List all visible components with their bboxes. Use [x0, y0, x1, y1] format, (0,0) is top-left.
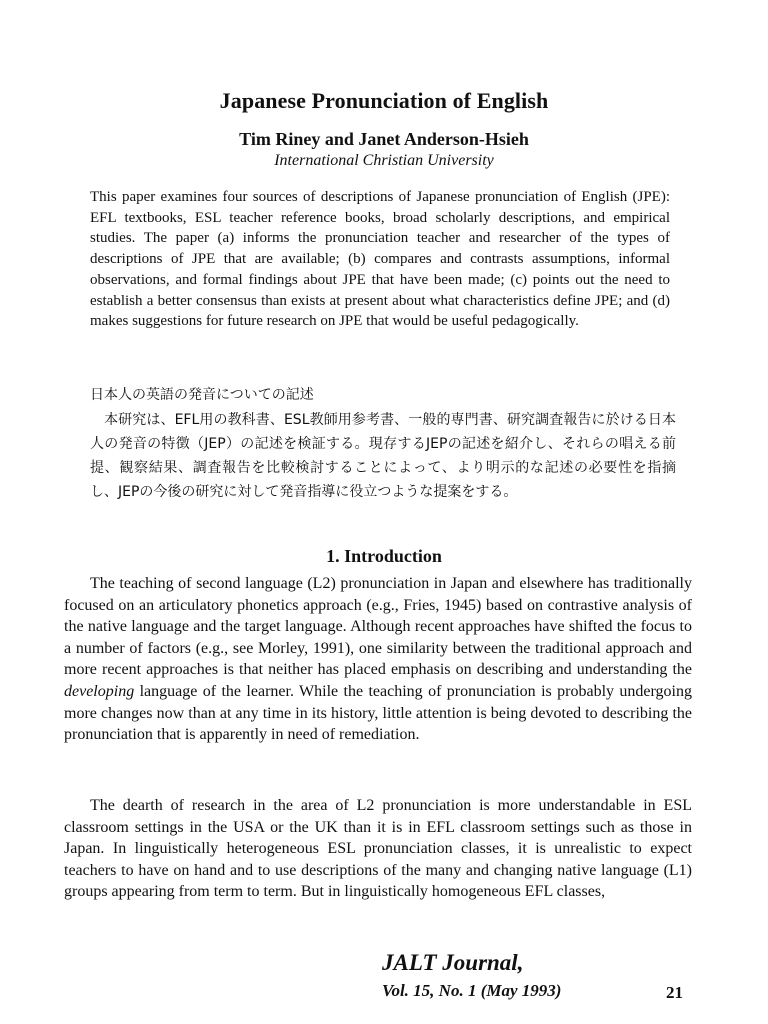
- english-abstract: This paper examines four sources of descriptions of Japanese pronunciation of English (JPE): EFL textbooks, ESL teacher reference books, broad scholarly descriptions, and empirical studies. The paper (a) informs the pronunciation teacher and researcher of the types of descriptions of JPE that are available; (b) compares and contrasts assumptions, informal observations, and formal findings about JPE that have been made; (c) points out the need to establish a better consensus than exists at present about what characteristics define JPE; and (d) makes suggestions for future research on JPE that would be useful pedagogically.: [90, 189, 670, 330]
- paragraph-1-text-end: language of the learner. While the teaching of pronunciation is probably undergoing more changes now than at any time in its history, little attention is being devoted to describing the pronunciation that is apparently in need of remediation.: [64, 682, 693, 744]
- japanese-abstract-title: 日本人の英語の発音についての記述: [90, 387, 314, 403]
- japanese-abstract-text: [90, 408, 676, 504]
- paragraph-1-text-start: The teaching of second language (L2) pronunciation in Japan and elsewhere has traditionally focused on an articulatory phonetics approach (e.g., Fries, 1945) based on contrastive analysis of the native language and the target language. Although recent approaches have shifted the focus to a number of factors (e.g., see Morley, 1991), one similarity between the traditional approach and more recent approaches is that neither has placed emphasis on describing and understanding the: [64, 575, 692, 679]
- introduction-paragraph-1: [64, 573, 692, 746]
- author-affiliation: International Christian University: [274, 152, 494, 169]
- page-number: 21: [666, 983, 683, 1002]
- section-heading-introduction: 1. Introduction: [326, 546, 442, 566]
- paragraph-1-italic-term: developing: [64, 682, 135, 700]
- introduction-paragraph-2: The dearth of research in the area of L2 pronunciation is more understandable in ESL classroom settings in the USA or the UK than it is in EFL classroom settings such as those in Japan. In linguistically heterogeneous ESL pronunciation classes, it is unrealistic to expect teachers to have on hand and to use descriptions of the many and changing native language (L1) groups appearing from term to term. But in linguistically homogeneous EFL classes,: [64, 797, 692, 901]
- article-authors: Tim Riney and Janet Anderson-Hsieh: [239, 129, 529, 149]
- japanese-abstract-body: 本研究は、EFL用の教科書、ESL教師用参考書、一般的専門書、研究調査報告に於ける日本人の発音の特徴（JEP）の記述を検証する。現存するJEPの記述を紹介し、それらの唱える前提、観察結果、調査報告を比較検討することによって、より明示的な記述の必要性を指摘し、JEPの今後の研究に対して発音指導に役立つような提案をする。: [90, 412, 677, 500]
- journal-volume: Vol. 15, No. 1 (May 1993): [382, 981, 562, 1000]
- article-title: Japanese Pronunciation of English: [219, 88, 549, 113]
- journal-name: JALT Journal,: [382, 950, 524, 975]
